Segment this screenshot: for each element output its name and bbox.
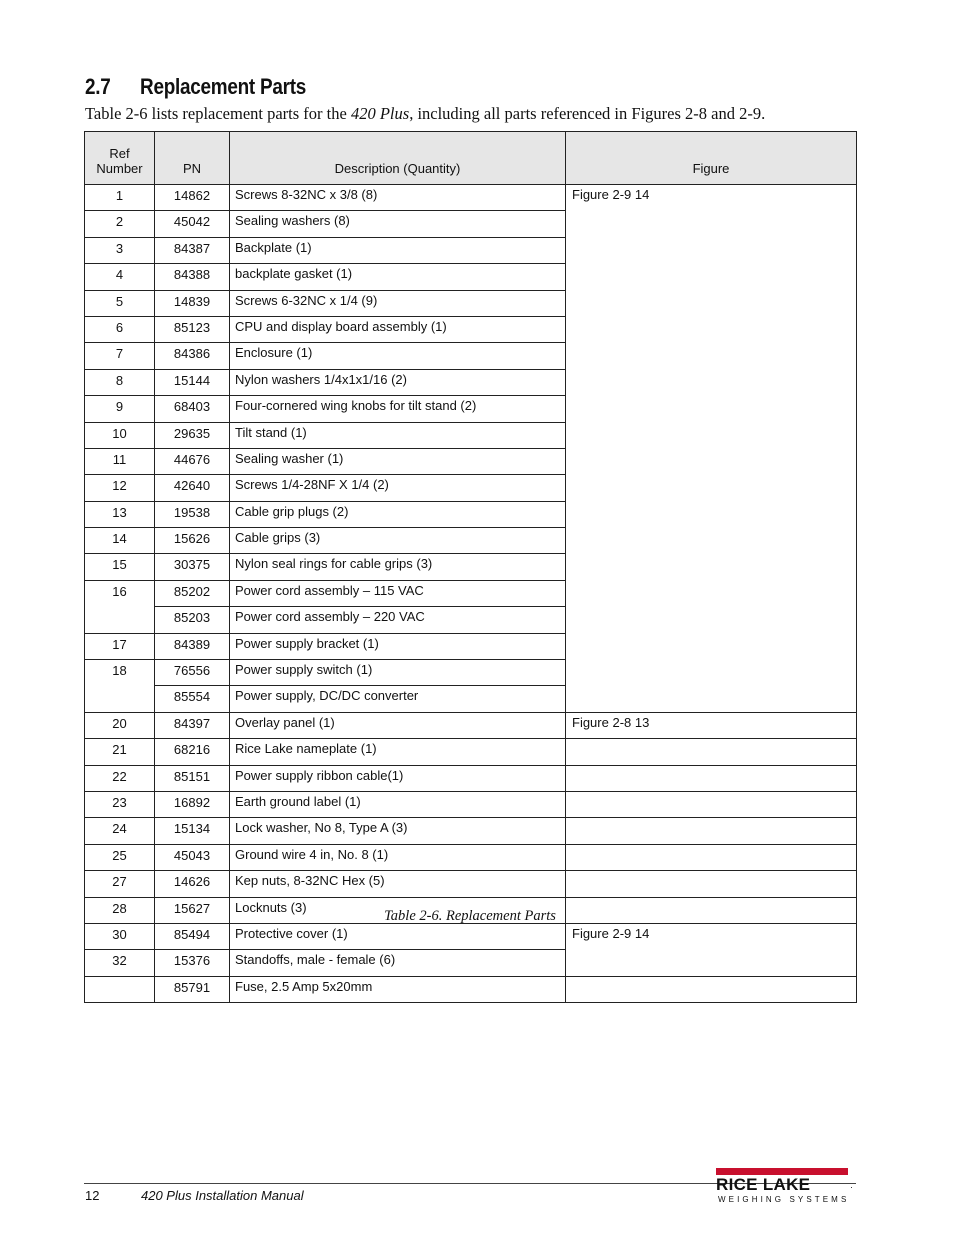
pn-cell: 42640 (155, 475, 230, 501)
pn-cell: 84389 (155, 633, 230, 659)
description-cell: Fuse, 2.5 Amp 5x20mm (230, 976, 566, 1002)
table-row (85, 765, 857, 791)
pn-cell: 15376 (155, 950, 230, 976)
header-ref-label: Ref Number (96, 146, 143, 176)
section-number: 2.7 (85, 74, 111, 99)
ref-cell: 2 (85, 211, 155, 237)
intro-text-before: Table 2-6 lists replacement parts for the (85, 104, 351, 123)
description-cell: Standoffs, male - female (6) (230, 950, 566, 976)
description-cell: Ground wire 4 in, No. 8 (1) (230, 844, 566, 870)
ref-cell: 3 (85, 237, 155, 263)
pn-cell: 85123 (155, 316, 230, 342)
pn-cell: 85202 (155, 580, 230, 606)
ref-cell: 6 (85, 316, 155, 342)
table-header-row (85, 132, 857, 185)
description-cell: Nylon washers 1/4x1x1/16 (2) (230, 369, 566, 395)
ref-cell: 27 (85, 871, 155, 897)
figure-cell (566, 765, 857, 791)
header-figure: Figure (566, 132, 857, 185)
ref-cell: 32 (85, 950, 155, 976)
table-row (85, 712, 857, 738)
description-cell: Power supply switch (1) (230, 660, 566, 686)
figure-cell (566, 871, 857, 897)
description-cell: Kep nuts, 8-32NC Hex (5) (230, 871, 566, 897)
logo-tagline: WEIGHING SYSTEMS (718, 1195, 850, 1204)
figure-cell (566, 739, 857, 765)
manual-title: 420 Plus Installation Manual (141, 1188, 304, 1203)
ref-cell: 18 (85, 660, 155, 713)
ref-cell: 22 (85, 765, 155, 791)
ref-cell: 4 (85, 264, 155, 290)
description-cell: Power supply ribbon cable(1) (230, 765, 566, 791)
table-row (85, 818, 857, 844)
pn-cell: 15144 (155, 369, 230, 395)
pn-cell: 29635 (155, 422, 230, 448)
description-cell: Screws 1/4-28NF X 1/4 (2) (230, 475, 566, 501)
ref-cell: 10 (85, 422, 155, 448)
description-cell: Backplate (1) (230, 237, 566, 263)
table-row (85, 844, 857, 870)
description-cell: Earth ground label (1) (230, 791, 566, 817)
pn-cell: 85554 (155, 686, 230, 712)
pn-cell: 45043 (155, 844, 230, 870)
table-row (85, 923, 857, 949)
logo-mark: · (850, 1182, 853, 1192)
pn-cell: 14626 (155, 871, 230, 897)
table-row (85, 791, 857, 817)
pn-cell: 68216 (155, 739, 230, 765)
logo-red-bar (716, 1168, 848, 1175)
ref-cell: 25 (85, 844, 155, 870)
section-title: Replacement Parts (140, 74, 307, 99)
ref-cell: 5 (85, 290, 155, 316)
table-row (85, 185, 857, 211)
pn-cell: 45042 (155, 211, 230, 237)
description-cell: Power cord assembly – 115 VAC (230, 580, 566, 606)
table-row (85, 976, 857, 1002)
ref-cell: 7 (85, 343, 155, 369)
ref-cell: 15 (85, 554, 155, 580)
pn-cell: 14839 (155, 290, 230, 316)
ref-cell: 20 (85, 712, 155, 738)
description-cell: Sealing washer (1) (230, 448, 566, 474)
replacement-parts-table (84, 131, 857, 1003)
rice-lake-logo (714, 1168, 856, 1208)
pn-cell: 68403 (155, 396, 230, 422)
figure-cell (566, 818, 857, 844)
logo-name: RICE LAKE (716, 1175, 811, 1194)
ref-cell: 9 (85, 396, 155, 422)
description-cell: Four-cornered wing knobs for tilt stand (2) (230, 396, 566, 422)
ref-cell: 12 (85, 475, 155, 501)
description-cell: backplate gasket (1) (230, 264, 566, 290)
intro-text-after: , including all parts referenced in Figures 2-8 and 2-9. (409, 104, 766, 123)
ref-cell: 24 (85, 818, 155, 844)
pn-cell: 15134 (155, 818, 230, 844)
ref-cell: 11 (85, 448, 155, 474)
description-cell: CPU and display board assembly (1) (230, 316, 566, 342)
pn-cell: 84387 (155, 237, 230, 263)
table-caption: Table 2-6. Replacement Parts (384, 908, 556, 924)
description-cell: Power cord assembly – 220 VAC (230, 607, 566, 633)
pn-cell: 84397 (155, 712, 230, 738)
pn-cell: 16892 (155, 791, 230, 817)
intro-product-name: 420 Plus (350, 104, 410, 123)
ref-cell: 28 (85, 897, 155, 923)
ref-cell: 21 (85, 739, 155, 765)
description-cell: Nylon seal rings for cable grips (3) (230, 554, 566, 580)
description-cell: Overlay panel (1) (230, 712, 566, 738)
pn-cell: 19538 (155, 501, 230, 527)
pn-cell: 85494 (155, 923, 230, 949)
ref-cell: 13 (85, 501, 155, 527)
description-cell: Protective cover (1) (230, 923, 566, 949)
figure-cell: Figure 2-8 13 (566, 712, 857, 738)
description-cell: Enclosure (1) (230, 343, 566, 369)
description-cell: Cable grips (3) (230, 528, 566, 554)
description-cell: Power supply bracket (1) (230, 633, 566, 659)
description-cell: Locknuts (3) (230, 897, 566, 923)
description-cell: Power supply, DC/DC converter (230, 686, 566, 712)
pn-cell: 15626 (155, 528, 230, 554)
header-ref-number (85, 132, 155, 185)
table-row (85, 739, 857, 765)
pn-cell: 85151 (155, 765, 230, 791)
ref-cell: 17 (85, 633, 155, 659)
pn-cell: 30375 (155, 554, 230, 580)
description-cell: Sealing washers (8) (230, 211, 566, 237)
description-cell: Screws 6-32NC x 1/4 (9) (230, 290, 566, 316)
ref-cell: 8 (85, 369, 155, 395)
pn-cell: 85203 (155, 607, 230, 633)
ref-cell: 1 (85, 185, 155, 211)
pn-cell: 84386 (155, 343, 230, 369)
pn-cell: 76556 (155, 660, 230, 686)
pn-cell: 84388 (155, 264, 230, 290)
header-description: Description (Quantity) (230, 132, 566, 185)
description-cell: Rice Lake nameplate (1) (230, 739, 566, 765)
pn-cell: 14862 (155, 185, 230, 211)
ref-cell: 30 (85, 923, 155, 949)
figure-cell (566, 791, 857, 817)
figure-cell (566, 844, 857, 870)
description-cell: Lock washer, No 8, Type A (3) (230, 818, 566, 844)
description-cell: Cable grip plugs (2) (230, 501, 566, 527)
ref-cell: 23 (85, 791, 155, 817)
intro-paragraph (85, 104, 765, 124)
ref-cell: 16 (85, 580, 155, 633)
figure-cell: Figure 2-9 14 (566, 923, 857, 976)
description-cell: Screws 8-32NC x 3/8 (8) (230, 185, 566, 211)
header-pn: PN (155, 132, 230, 185)
ref-cell: 14 (85, 528, 155, 554)
figure-cell: Figure 2-9 14 (566, 185, 857, 713)
pn-cell: 44676 (155, 448, 230, 474)
pn-cell: 85791 (155, 976, 230, 1002)
ref-cell (85, 976, 155, 1002)
figure-cell (566, 976, 857, 1002)
table-row (85, 871, 857, 897)
page-number: 12 (85, 1188, 100, 1203)
section-heading (85, 74, 306, 100)
pn-cell: 15627 (155, 897, 230, 923)
description-cell: Tilt stand (1) (230, 422, 566, 448)
